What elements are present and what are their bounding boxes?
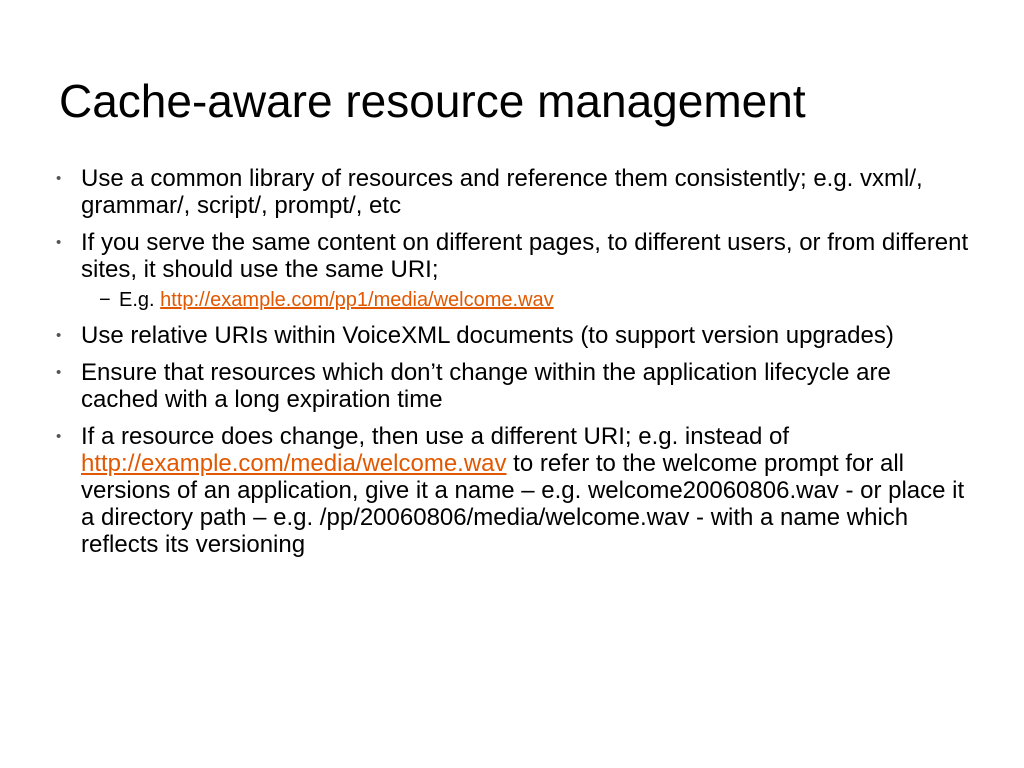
bullet-item: [52, 165, 972, 219]
bullet-list: [52, 165, 972, 568]
bullet-text: Use a common library of resources and reference them consistently; e.g. vxml/, grammar/, script/, prompt/, etc: [81, 165, 923, 219]
bullet-dot-icon: •: [56, 428, 62, 445]
bullet-dot-icon: •: [56, 170, 62, 187]
slide-title: Cache-aware resource management: [59, 75, 806, 127]
bullet-item: [52, 322, 972, 349]
bullet-item: [52, 359, 972, 413]
media-uri-link[interactable]: http://example.com/media/welcome.wav: [81, 450, 507, 477]
bullet-item: [52, 229, 972, 283]
bullet-text-prefix: If a resource does change, then use a different URI; e.g. instead of: [81, 423, 789, 450]
sub-bullet-prefix: E.g.: [119, 289, 161, 311]
bullet-text-suffix: to refer to the welcome prompt for all versions of an application, give it a name – e.g. welcome20060806.wav - or place it a directory path – e.g. /pp/20060806/media/welcome.wav - with a name which reflects its versioning: [81, 450, 965, 558]
bullet-text: Use relative URIs within VoiceXML documents (to support version upgrades): [81, 322, 894, 349]
sub-bullet-item: [52, 287, 972, 313]
bullet-item: [52, 423, 972, 558]
bullet-dot-icon: •: [56, 364, 62, 381]
bullet-text: If you serve the same content on different pages, to different users, or from different sites, it should use the same URI;: [81, 229, 969, 283]
bullet-dot-icon: •: [56, 234, 62, 251]
dash-icon: −: [99, 289, 111, 311]
bullet-dot-icon: •: [56, 327, 62, 344]
example-uri-link[interactable]: http://example.com/pp1/media/welcome.wav: [160, 289, 554, 311]
bullet-text: Ensure that resources which don’t change within the application lifecycle are cached with a long expiration time: [81, 359, 891, 413]
